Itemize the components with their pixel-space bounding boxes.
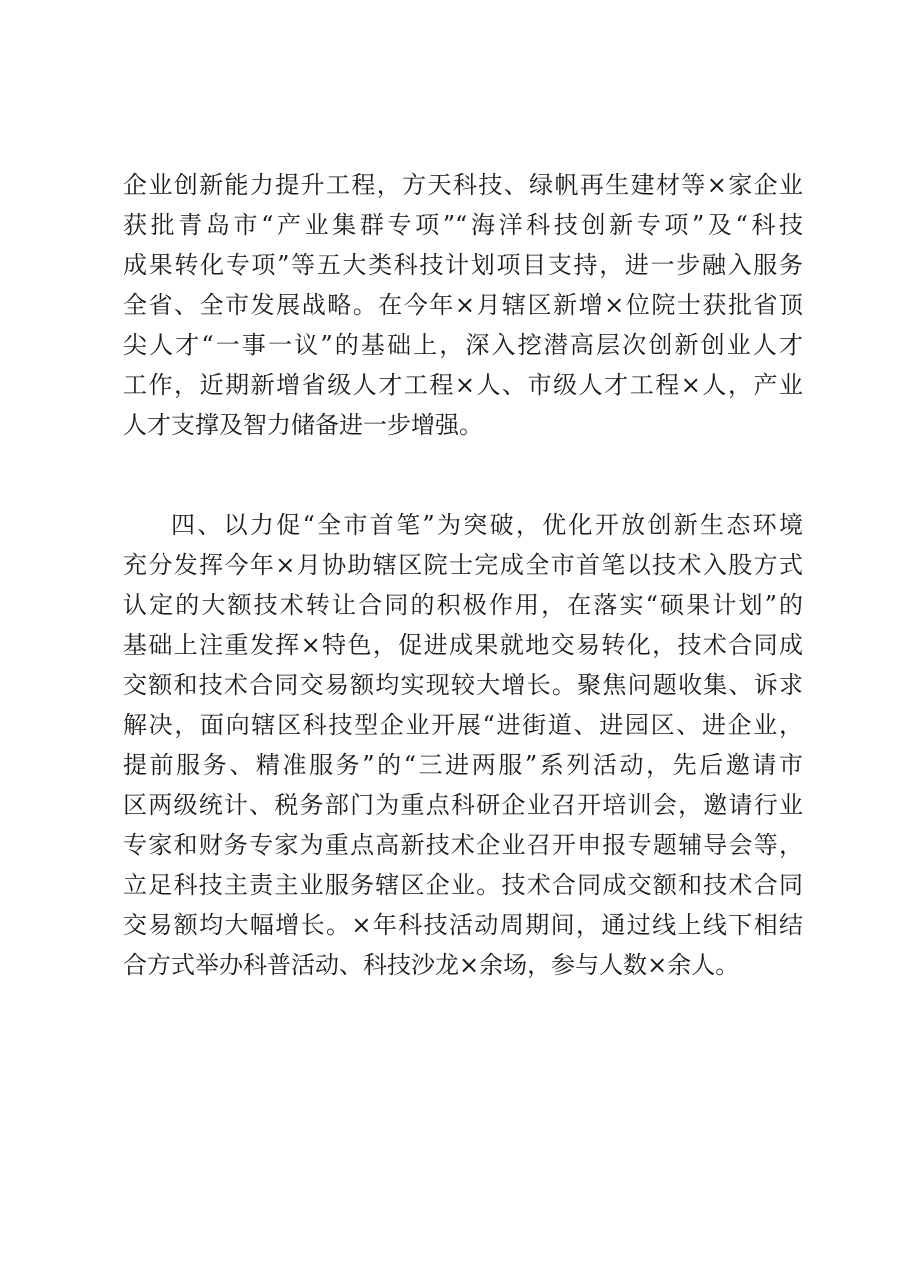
text-line: 区两级统计、税务部门为重点科研企业召开培训会，邀请行业 xyxy=(123,791,803,819)
text-line: 解决，面向辖区科技型企业开展“进街道、进园区、进企业， xyxy=(123,711,803,739)
text-line: 交易额均大幅增长。×年科技活动周期间，通过线上线下相结 xyxy=(123,911,803,939)
text-line: 基础上注重发挥×特色，促进成果就地交易转化，技术合同成 xyxy=(123,631,803,659)
text-line: 立足科技主责主业服务辖区企业。技术合同成交额和技术合同 xyxy=(123,871,803,899)
section-heading-line: 四、以力促“全市首笔”为突破，优化开放创新生态环境 xyxy=(171,511,803,539)
text-line: 提前服务、精准服务”的“三进两服”系列活动，先后邀请市 xyxy=(123,751,803,779)
text-line: 充分发挥今年×月协助辖区院士完成全市首笔以技术入股方式 xyxy=(123,551,803,579)
text-line: 企业创新能力提升工程，方天科技、绿帆再生建材等×家企业 xyxy=(123,171,803,199)
text-line: 工作，近期新增省级人才工程×人、市级人才工程×人，产业 xyxy=(123,371,803,399)
text-line: 专家和财务专家为重点高新技术企业召开申报专题辅导会等， xyxy=(123,831,803,859)
text-line: 全省、全市发展战略。在今年×月辖区新增×位院士获批省顶 xyxy=(123,291,803,319)
paragraph-innovation-environment xyxy=(123,505,803,985)
text-line: 成果转化专项”等五大类科技计划项目支持，进一步融入服务 xyxy=(123,251,803,279)
paragraph-talent-support xyxy=(123,165,803,445)
text-line: 认定的大额技术转让合同的积极作用，在落实“硕果计划”的 xyxy=(123,591,803,619)
text-line: 获批青岛市“产业集群专项”“海洋科技创新专项”及“科技 xyxy=(123,211,803,239)
text-line: 尖人才“一事一议”的基础上，深入挖潜高层次创新创业人才 xyxy=(123,331,803,359)
text-line: 交额和技术合同交易额均实现较大增长。聚焦问题收集、诉求 xyxy=(123,671,803,699)
text-line: 人才支撑及智力储备进一步增强。 xyxy=(123,411,483,439)
text-line: 合方式举办科普活动、科技沙龙×余场，参与人数×余人。 xyxy=(123,951,740,979)
